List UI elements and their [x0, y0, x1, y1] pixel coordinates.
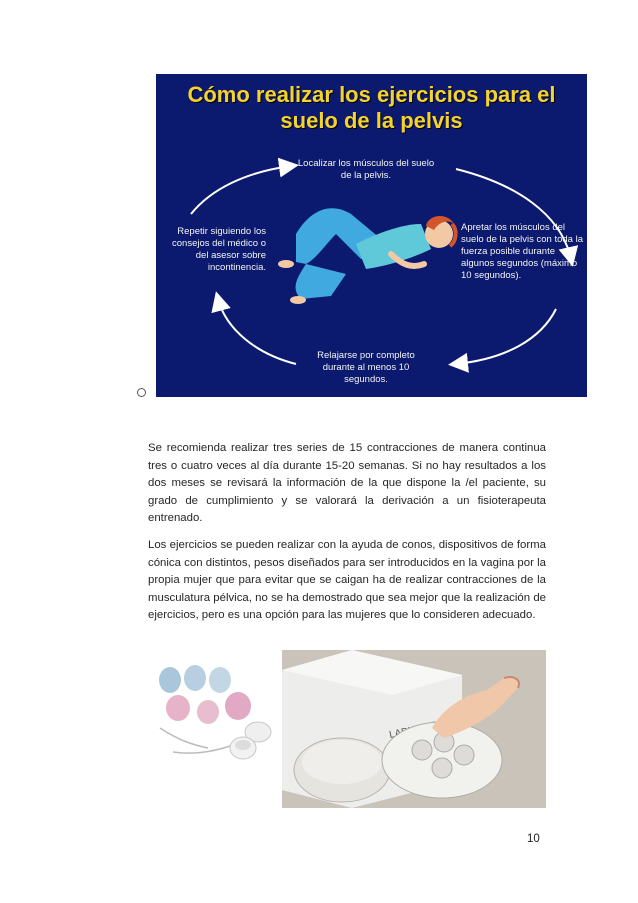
step-squeeze-muscles: Apretar los músculos del suelo de la pelvis con toda la fuerza posible durante algunos segundos (máximo 10 segundos).: [461, 222, 583, 281]
step-locate-muscles: Localizar los músculos del suelo de la pelvis.: [297, 158, 435, 181]
vaginal-cones-photo: [148, 660, 278, 770]
step-relax: Relajarse por completo durante al menos 10 segundos.: [317, 350, 415, 385]
cycle-arrow-bottom-left: [218, 299, 296, 364]
paragraph-exercise-series: Se recomienda realizar tres series de 15 contracciones de manera continua tres o cuatro veces al día durante 15-20 semanas. Si no hay resultados a los dos meses se revisará la información de la que dispone la /el paciente, su grado de cumplimiento y se valorará la derivación a un fisioterapeuta entrenado.: [148, 442, 546, 525]
step-repeat: Repetir siguiendo los consejos del médico o del asesor sobre incontinencia.: [172, 226, 266, 273]
list-bullet-icon: [137, 388, 146, 397]
lady-system-photo: [282, 650, 546, 808]
figure-title-line-1: Cómo realizar los ejercicios para el: [187, 82, 556, 107]
figure-title: [156, 82, 587, 134]
figure-title-line-2: suelo de la pelvis: [280, 108, 463, 133]
paragraph-vaginal-cones: Los ejercicios se pueden realizar con la ayuda de conos, dispositivos de forma cónica con distintos, pesos diseñados para ser introducidos en la vagina por la propia mujer que para evitar que se caigan ha de realizar contracciones de la musculatura pélvica, no se ha demostrado que sea mejor que la realización de ejercicios, pero es una opción para las mujeres que lo consideren adecuado.: [148, 539, 546, 622]
pelvic-exercise-figure: [156, 74, 587, 397]
vaginal-cones-image: [148, 660, 278, 770]
page-number: 10: [527, 833, 540, 845]
woman-illustration: [278, 208, 456, 304]
cycle-arrow-top-left: [191, 166, 291, 214]
lady-system-image: [282, 650, 546, 808]
cycle-arrow-bottom-right: [456, 309, 556, 364]
